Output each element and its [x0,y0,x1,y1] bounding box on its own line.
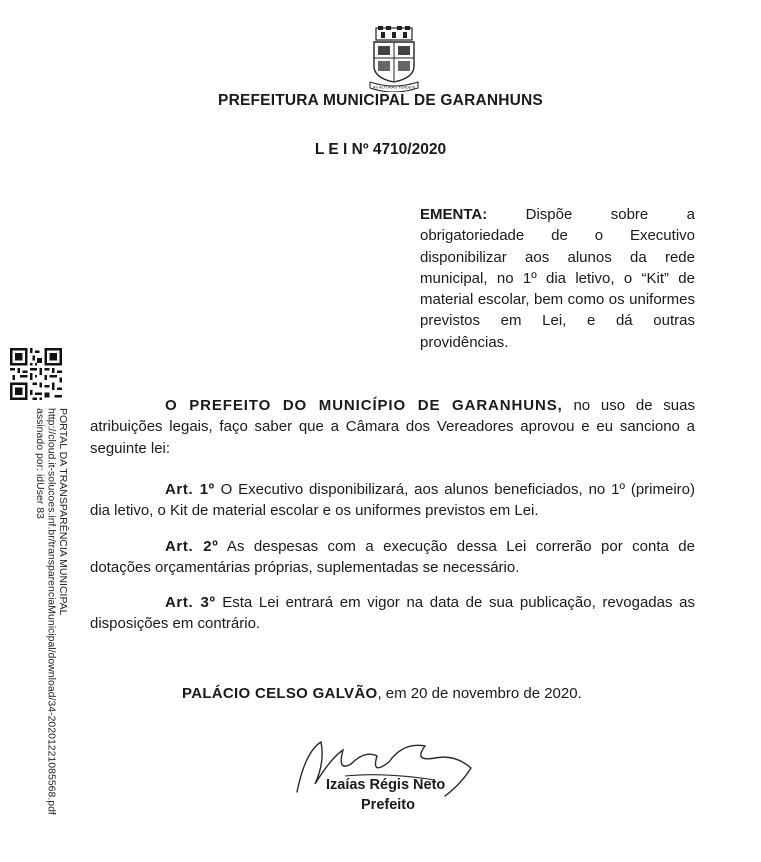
closing-date: , em 20 de novembro de 2020. [377,685,582,702]
crest-motto: AS ALTURAS TENDEIS [372,84,416,90]
municipal-crest-logo [368,26,420,92]
ementa-text: Dispõe sobre a obrigatoriedade de o Executivo disponibilizar aos alunos da rede municipal, no 1º dia letivo, o “Kit” de material escolar, bem como os uniformes previstos em Lei, e dá outras providências. [420,206,695,351]
handwritten-signature [285,732,495,804]
ementa-label: EMENTA: [420,206,488,223]
preamble-text: no uso de suas atribuições legais, faço saber que a Câmara dos Vereadores aprovou e eu sanciono a seguinte lei: [90,397,695,457]
article-text: O Executivo disponibilizará, aos alunos beneficiados, no 1º (primeiro) dia letivo, o Kit de material escolar e os uniformes previstos em Lei. [90,481,695,520]
closing-line [182,685,582,702]
article-label: Art. 3º [165,594,216,611]
article-2 [90,536,695,579]
preamble-paragraph [90,395,695,459]
stamp-portal: PORTAL DA TRANSPARÊNCIA MUNICIPAL [57,408,69,616]
signer-name: Izaías Régis Neto [326,777,446,793]
stamp-signed-by: assinado por: idUser 83 [34,408,46,519]
article-label: Art. 1º [165,481,215,498]
ementa-block [420,204,695,353]
signer-title: Prefeito [361,797,415,813]
article-text: As despesas com a execução dessa Lei correrão por conta de dotações orçamentárias próprias, suplementadas se necessário. [90,538,695,577]
article-label: Art. 2º [165,538,219,555]
preamble-lead: O PREFEITO DO MUNICÍPIO DE GARANHUNS, [165,397,563,414]
side-stamp [8,408,68,828]
article-3 [90,592,695,635]
qr-code[interactable] [10,348,62,400]
closing-place: PALÁCIO CELSO GALVÃO [182,685,378,702]
article-1 [90,479,695,522]
law-number: L E I Nº 4710/2020 [314,141,447,158]
page-title: PREFEITURA MUNICIPAL DE GARANHUNS [218,92,543,109]
stamp-url[interactable]: http://cloud.it-solucoes.inf.br/transparenciaMunicipal/download/34-20201221085568.pdf [45,408,58,815]
article-text: Esta Lei entrará em vigor na data de sua publicação, revogadas as disposições em contrário. [90,594,695,633]
